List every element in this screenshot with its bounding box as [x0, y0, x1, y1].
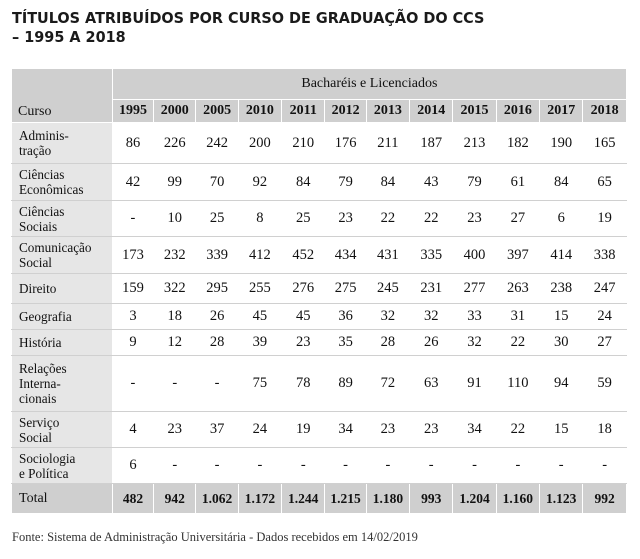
table-cell: 27: [496, 201, 539, 237]
table-cell: 22: [496, 330, 539, 356]
table-cell: 32: [453, 330, 496, 356]
title-line-1: TÍTULOS ATRIBUÍDOS POR CURSO DE GRADUAÇÃO DO CCS: [12, 9, 485, 27]
table-cell: -: [154, 448, 196, 484]
table-cell: 28: [196, 330, 238, 356]
table-cell: 10: [154, 201, 196, 237]
year-header: 2013: [366, 100, 409, 123]
table-cell: 22: [410, 201, 453, 237]
source-note: Fonte: Sistema de Administração Universitária - Dados recebidos em 14/02/2019: [12, 530, 418, 544]
table-cell: 412: [238, 237, 281, 274]
table-cell: -: [540, 448, 583, 484]
table-cell: -: [496, 448, 539, 484]
table-cell: 6: [112, 448, 153, 484]
total-cell: 1.172: [238, 484, 281, 514]
year-header: 2016: [496, 100, 539, 123]
table-cell: 242: [196, 123, 238, 164]
table-cell: 277: [453, 274, 496, 304]
table-cell: 78: [282, 356, 325, 412]
table-cell: 23: [325, 201, 366, 237]
table-cell: 32: [410, 304, 453, 330]
table-cell: 23: [154, 412, 196, 448]
table-cell: 25: [282, 201, 325, 237]
table-cell: 275: [325, 274, 366, 304]
table-row: [12, 201, 627, 237]
table-cell: 99: [154, 164, 196, 201]
total-cell: 942: [154, 484, 196, 514]
table-row: [12, 164, 627, 201]
table-cell: 42: [112, 164, 153, 201]
table-cell: 431: [366, 237, 409, 274]
table-cell: 75: [238, 356, 281, 412]
table-cell: 25: [196, 201, 238, 237]
year-header: 2012: [325, 100, 366, 123]
table-cell: 65: [583, 164, 627, 201]
table-cell: 276: [282, 274, 325, 304]
course-column-header: Curso: [12, 69, 113, 123]
total-cell: 993: [410, 484, 453, 514]
table-cell: 23: [410, 412, 453, 448]
course-name: Ciências Econômicas: [12, 164, 113, 201]
year-header: 2017: [540, 100, 583, 123]
table-cell: 22: [366, 201, 409, 237]
table-cell: 30: [540, 330, 583, 356]
total-row: [12, 484, 627, 514]
total-cell: 992: [583, 484, 627, 514]
table-cell: 24: [238, 412, 281, 448]
table-cell: 200: [238, 123, 281, 164]
total-cell: 1.215: [325, 484, 366, 514]
table-cell: 238: [540, 274, 583, 304]
table-cell: 173: [112, 237, 153, 274]
table-cell: 182: [496, 123, 539, 164]
table-cell: 31: [496, 304, 539, 330]
table-cell: 232: [154, 237, 196, 274]
table-cell: -: [238, 448, 281, 484]
table-cell: -: [196, 448, 238, 484]
total-cell: 1.160: [496, 484, 539, 514]
year-header: 2011: [282, 100, 325, 123]
table-cell: 6: [540, 201, 583, 237]
table-cell: 34: [325, 412, 366, 448]
table-cell: 36: [325, 304, 366, 330]
course-name: História: [12, 330, 113, 356]
table-row: [12, 123, 627, 164]
table-cell: 43: [410, 164, 453, 201]
title-line-2: – 1995 A 2018: [12, 28, 126, 46]
table-cell: 27: [583, 330, 627, 356]
course-name: Direito: [12, 274, 113, 304]
table-cell: 18: [583, 412, 627, 448]
table-cell: 9: [112, 330, 153, 356]
year-header: 2005: [196, 100, 238, 123]
table-cell: 12: [154, 330, 196, 356]
table-cell: 176: [325, 123, 366, 164]
table-cell: 92: [238, 164, 281, 201]
table-cell: -: [366, 448, 409, 484]
table-cell: 39: [238, 330, 281, 356]
total-label: Total: [12, 484, 113, 514]
table-cell: -: [112, 356, 153, 412]
table-cell: 295: [196, 274, 238, 304]
total-cell: 1.123: [540, 484, 583, 514]
table-row: [12, 448, 627, 484]
table-cell: 23: [453, 201, 496, 237]
table-cell: 23: [366, 412, 409, 448]
year-header: 2000: [154, 100, 196, 123]
table-cell: 159: [112, 274, 153, 304]
group-header: Bacharéis e Licenciados: [112, 69, 626, 100]
table-cell: 28: [366, 330, 409, 356]
table-cell: 72: [366, 356, 409, 412]
course-name: Comunicação Social: [12, 237, 113, 274]
table-cell: 400: [453, 237, 496, 274]
table-cell: -: [583, 448, 627, 484]
table-cell: 3: [112, 304, 153, 330]
table-cell: 22: [496, 412, 539, 448]
table-cell: 110: [496, 356, 539, 412]
table-cell: 33: [453, 304, 496, 330]
table-cell: 213: [453, 123, 496, 164]
table-cell: 61: [496, 164, 539, 201]
table-cell: 63: [410, 356, 453, 412]
table-cell: 19: [282, 412, 325, 448]
table-cell: 59: [583, 356, 627, 412]
table-cell: 397: [496, 237, 539, 274]
table-cell: -: [453, 448, 496, 484]
table-row: [12, 330, 627, 356]
table-cell: 263: [496, 274, 539, 304]
table-cell: 245: [366, 274, 409, 304]
table-cell: 338: [583, 237, 627, 274]
table-cell: 15: [540, 412, 583, 448]
course-name: Geografia: [12, 304, 113, 330]
table-cell: -: [154, 356, 196, 412]
table-row: [12, 412, 627, 448]
table-cell: 247: [583, 274, 627, 304]
table-cell: 231: [410, 274, 453, 304]
table-cell: 45: [238, 304, 281, 330]
table-cell: -: [112, 201, 153, 237]
table-cell: 24: [583, 304, 627, 330]
table-cell: 434: [325, 237, 366, 274]
year-header: 2010: [238, 100, 281, 123]
table-cell: 414: [540, 237, 583, 274]
table-cell: 23: [282, 330, 325, 356]
table-row: [12, 356, 627, 412]
table-row: [12, 237, 627, 274]
table-cell: 339: [196, 237, 238, 274]
total-cell: 1.062: [196, 484, 238, 514]
total-cell: 1.204: [453, 484, 496, 514]
table-cell: 84: [366, 164, 409, 201]
table-cell: 34: [453, 412, 496, 448]
graduation-table: [11, 68, 627, 514]
total-cell: 482: [112, 484, 153, 514]
table-cell: 226: [154, 123, 196, 164]
table-cell: 165: [583, 123, 627, 164]
table-cell: 37: [196, 412, 238, 448]
table-cell: 4: [112, 412, 153, 448]
page-title: [12, 9, 589, 47]
table-cell: 187: [410, 123, 453, 164]
course-name: Adminis- tração: [12, 123, 113, 164]
year-header: 2015: [453, 100, 496, 123]
table-cell: 79: [453, 164, 496, 201]
table-cell: 45: [282, 304, 325, 330]
year-header: 2014: [410, 100, 453, 123]
table-cell: 79: [325, 164, 366, 201]
year-header: 1995: [112, 100, 153, 123]
table-cell: 26: [196, 304, 238, 330]
table-cell: 210: [282, 123, 325, 164]
table-cell: 35: [325, 330, 366, 356]
table-cell: -: [325, 448, 366, 484]
table-cell: 84: [282, 164, 325, 201]
table-cell: 86: [112, 123, 153, 164]
table-cell: 452: [282, 237, 325, 274]
table-cell: 84: [540, 164, 583, 201]
table-cell: -: [196, 356, 238, 412]
table-cell: -: [282, 448, 325, 484]
total-cell: 1.180: [366, 484, 409, 514]
course-name: Relações Interna- cionais: [12, 356, 113, 412]
table-cell: 8: [238, 201, 281, 237]
table-cell: 255: [238, 274, 281, 304]
table-cell: 91: [453, 356, 496, 412]
table-cell: 18: [154, 304, 196, 330]
table-cell: 211: [366, 123, 409, 164]
table-cell: 26: [410, 330, 453, 356]
table-row: [12, 304, 627, 330]
course-name: Sociologia e Política: [12, 448, 113, 484]
table-cell: 15: [540, 304, 583, 330]
table-cell: 89: [325, 356, 366, 412]
table-row: [12, 274, 627, 304]
course-name: Ciências Sociais: [12, 201, 113, 237]
table-cell: 70: [196, 164, 238, 201]
table-cell: 19: [583, 201, 627, 237]
year-header: 2018: [583, 100, 627, 123]
table-cell: 94: [540, 356, 583, 412]
table-cell: 322: [154, 274, 196, 304]
course-name: Serviço Social: [12, 412, 113, 448]
table-cell: 335: [410, 237, 453, 274]
table-cell: 190: [540, 123, 583, 164]
total-cell: 1.244: [282, 484, 325, 514]
table-cell: -: [410, 448, 453, 484]
table-cell: 32: [366, 304, 409, 330]
